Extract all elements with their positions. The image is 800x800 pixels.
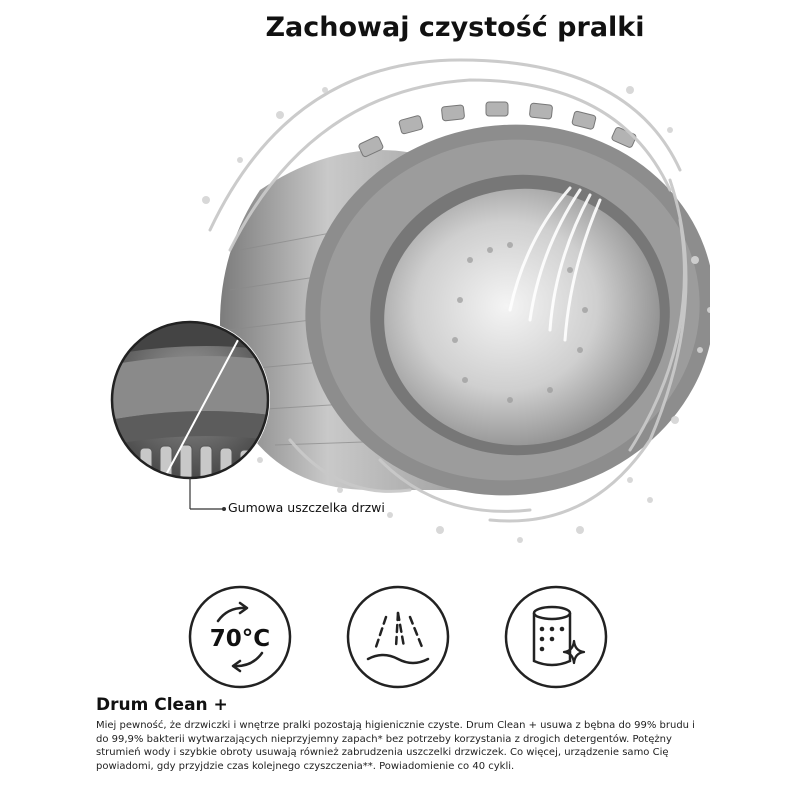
seal-zoom-circle <box>110 320 270 490</box>
water-jet-icon <box>346 585 450 689</box>
drum-sparkle-icon <box>504 585 608 689</box>
page-title: Zachowaj czystość pralki <box>265 12 645 43</box>
callout-pointer <box>190 478 226 511</box>
feature-title: Drum Clean + <box>96 695 228 715</box>
temperature-label: 70°C <box>209 626 271 652</box>
feature-icons-row <box>0 585 800 695</box>
seal-callout-label: Gumowa uszczelka drzwi <box>228 500 385 515</box>
feature-description: Miej pewność, że drzwiczki i wnętrze pralki pozostają higienicznie czyste. Drum Clean + usuwa z bębna do 99% brudu i do 99,9% bakterii wytwarzających nieprzyjemny zapach* bez potrzeby korzystania z drogich detergentów. Potężny strumień wody i szybkie obroty usuwają również zabrudzenia uszczelki drzwiczek. Co więcej, urządzenie samo Cię powiadomi, gdy przyjdzie czas kolejnego czyszczenia**. Powiadomienie co 40 cykli. <box>96 720 695 772</box>
thermometer-70c-icon <box>188 585 292 689</box>
drum-illustration <box>110 20 710 560</box>
